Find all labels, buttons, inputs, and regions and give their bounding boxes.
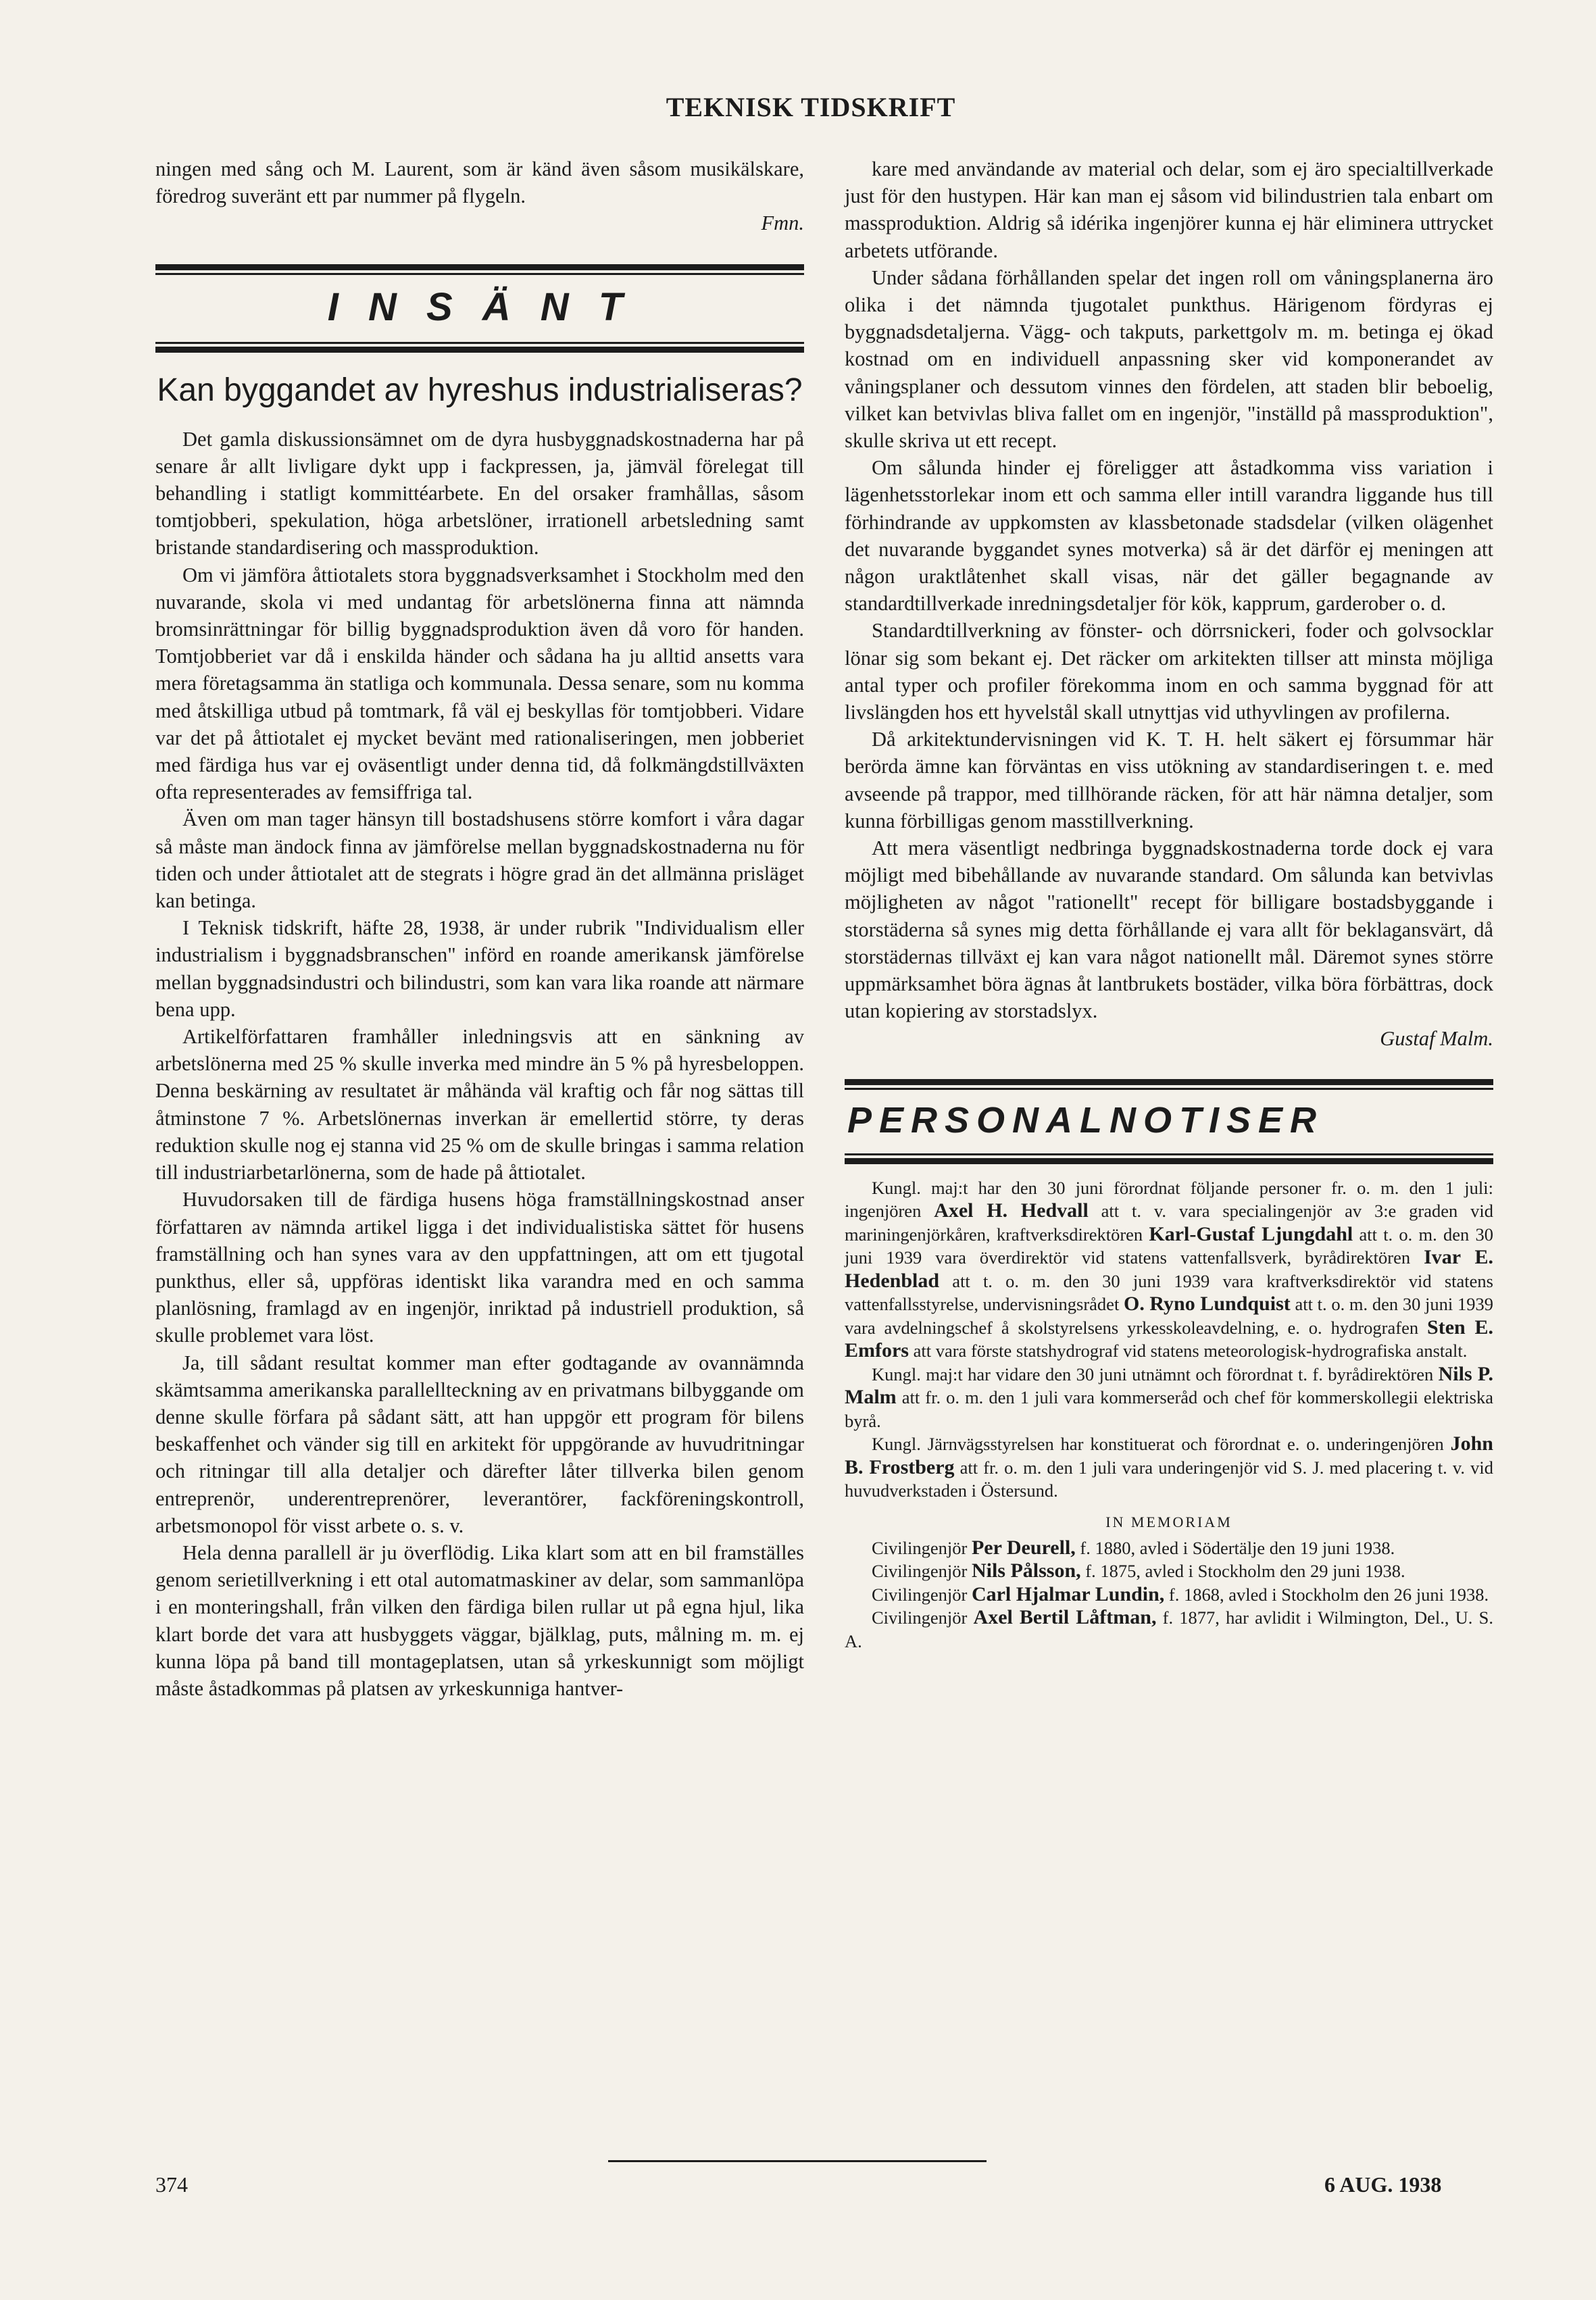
article-paragraph: Standardtillverkning av fönster- och dörrsnickeri, foder och golvsocklar lönar sig som bekant ej. Det räcker om arkitekten tillser att minsta möjliga antal typer och profiler förekomma inom en och samma byggnad för att livslängden hos ett hyvelstål skall utnyttjas vid uthyvlingen av profilerna. xyxy=(845,619,1493,724)
person-rule-bottom xyxy=(845,1158,1493,1164)
intro-paragraph: ningen med sång och M. Laurent, som är känd även såsom musikälskare, föredrog suveränt ett par nummer på flygeln. xyxy=(155,157,804,208)
masthead-title: TEKNISK TIDSKRIFT xyxy=(666,92,956,122)
article-paragraph: Även om man tager hänsyn till bostadshusens större komfort i våra dagar så måste man ändock finna av jämförelse mellan byggnadskostnaderna nu för tiden och under åttiotalet att de stegrats i högre grad än det allmänna prisläget kan betinga. xyxy=(155,807,804,913)
article-paragraph: Under sådana förhållanden spelar det ingen roll om våningsplanerna äro olika i det nämnda tjugotalet punkthus. Härigenom fördyras ej byggnadsdetaljerna. Vägg- och takputs, parkettgolv m. m. betinga ej ökad kostnad om en individuell anpassning sker vid komponerandet av våningsplaner och dessutom vinnes den fördelen, att staden blir beboelig, vilket kan betvivlas bliva fallet om en ingenjör, "inställd på massproduktion", skulle skriva ut ett recept. xyxy=(845,266,1493,453)
section-title-insant: I N S Ä N T xyxy=(327,284,632,329)
section-title-personalnotiser: PERSONALNOTISER xyxy=(847,1099,1324,1141)
article-paragraph: Om vi jämföra åttiotalets stora byggnadsverksamhet i Stockholm med den nuvarande, skola vi med undantag för arbetslönerna finna att nämnda bromsinrättningar för billig byggnadsproduktion även då voro för handen. Tomtjobberiet var då i enskilda händer och sådana ha ju alltid ansetts vara mera företagsamma än statliga och kommunala. Dessa senare, som nu komma med åtskilliga utbud på tomtmark, få väl ej beskyllas för tomtjobberi. Vidare var det på åttiotalet ej mycket bevänt med rationaliseringen, men jobberiet med färdiga hus var ej oväsentligt under denna tid, då folkmängdstillväxten ofta representerades av femsiffriga tal. xyxy=(155,563,804,804)
section-rule-top-thin xyxy=(155,273,804,275)
memoriam-item: Civilingenjör Carl Hjalmar Lundin, f. 1868, avled i Stockholm den 26 juni 1938. xyxy=(872,1582,1489,1605)
notice-item: Kungl. Järnvägsstyrelsen har konstituerat och förordnat e. o. underingenjören John B. Frostberg att fr. o. m. den 1 juli vara underingenjör vid S. J. med placering t. v. vid huvudverkstaden i Östersund. xyxy=(845,1432,1493,1501)
section-rule-top xyxy=(155,264,804,270)
article-paragraph: I Teknisk tidskrift, häfte 28, 1938, är under rubrik "Individualism eller industrialism i byggnadsbranschen" införd en roande amerikansk jämförelse mellan byggnadsindustri och bilindustri, som kan vara lika roande att närmare bena upp. xyxy=(155,916,804,1021)
page-number: 374 xyxy=(155,2172,188,2197)
article-signature: Gustaf Malm. xyxy=(1380,1026,1493,1050)
memoriam-list xyxy=(845,1536,1493,1653)
right-column xyxy=(845,155,1493,1653)
article-paragraph: kare med användande av material och delar, som ej äro specialtillverkade just för den hustypen. Här kan man ej såsom vid bilindustrien tala enbart om massproduktion. Aldrig så idérika ingenjörer kunna ej här eliminera uttrycket arbetets utförande. xyxy=(845,157,1493,262)
issue-date: 6 AUG. 1938 xyxy=(1324,2172,1442,2197)
article-paragraph: Ja, till sådant resultat kommer man efter godtagande av ovannämnda skämtsamma amerikanska parallellteckning av en privatmans bilbyggande om denne skulle förfara på sådant sätt, att han uppgör ett program för bilens beskaffenhet och vänder sig till en arkitekt för uppgörande av huvudritningar och ritningar till alla detaljer och därefter låter tillverka bilen genom entreprenör, underentreprenörer, leverantörer, fackföreningskontroll, arbetsmonopol för visst arbete o. s. v. xyxy=(155,1351,804,1537)
article-paragraph: Artikelförfattaren framhåller inledningsvis att en sänkning av arbetslönerna med 25 % skulle inverka med mindre än 5 % på hyresbeloppen. Denna beskärning av resultatet är måhända väl kraftig och får nog sättas till åtminstone 7 %. Arbetslönernas inverkan är emellertid större, ty deras reduktion skulle nog ej stanna vid 25 % om de skulle bringas i samma relation till industriarbetarlönerna, som de hade på åttiotalet. xyxy=(155,1025,804,1184)
article-paragraph: Då arkitektundervisningen vid K. T. H. helt säkert ej försummar här berörda ämne kan förväntas en viss utökning av standardiseringen t. e. med avseende på trappor, med tillhörande räcken, för att här nämna detaljer, som kunna förbilligas genom masstillverkning. xyxy=(845,728,1493,832)
footer-rule xyxy=(608,2160,987,2162)
article-paragraph: Det gamla diskussionsämnet om de dyra husbyggnadskostnaderna har på senare år allt livligare dykt upp i fackpressen, ja, jämväl förelegat till behandling i statligt kommittéarbete. En del orsaker framhållas, såsom tomtjobberi, spekulation, höga arbetslöner, irrationell arbetsledning samt bristande standardisering och massproduktion. xyxy=(155,427,804,559)
left-article-body xyxy=(155,426,804,1703)
memoriam-title: IN MEMORIAM xyxy=(1105,1513,1232,1530)
article-paragraph: Hela denna parallell är ju överflödig. Lika klart som att en bil framställes genom serietillverkning i ett otal automatmaskiner av delar, som sammanlöpa i en monteringshall, från vilken den färdiga bilen rullar ut på egna hjul, lika klart borde det vara att husbyggets väggar, bjälklag, puts, målning m. m. ej kunna löpa på band till montageplatsen, utan så yrkeskunnigt som möjligt måste åstadkommas på platsen av yrkeskunniga hantver- xyxy=(155,1541,804,1700)
notice-item: Kungl. maj:t har vidare den 30 juni utnämnt och förordnat t. f. byrådirektören Nils P. Malm att fr. o. m. den 1 juli vara kommerseråd och chef för kommerskollegii elektriska byrå. xyxy=(845,1362,1493,1431)
article-paragraph: Huvudorsaken till de färdiga husens höga framställningskostnad anser författaren av nämnda artikel ligga i det individualistiska sättet för husens framställning och han synes vara av den uppfattningen, att om ett tjugotal punkthus, eller så, uppföras identiskt lika varandra med en och samma planlösning, framlagd av en ingenjör, inriktad på industriell produktion, så skulle problemet vara löst. xyxy=(155,1188,804,1347)
article-paragraph: Att mera väsentligt nedbringa byggnadskostnaderna torde dock ej vara möjligt med bibehållande av nuvarande standard. Om sålunda kan betvivlas möjligheten av något "rationellt" recept för billigare bostadsbyggande i storstäderna så synes mig detta förhållande ej vara allt för beklagansvärt, då storstädernas tillväxt ej kan vara något nationellt mål. Däremot synes större uppmärksamhet böra ägnas åt lantbrukets bostäder, vilka böra förbättras, dock utan kopiering av storstadslyx. xyxy=(845,836,1493,1023)
article-headline: Kan byggandet av hyreshus industrialiseras? xyxy=(157,372,803,408)
person-rule-top-thin xyxy=(845,1088,1493,1090)
personal-notices xyxy=(845,1176,1493,1503)
memoriam-item: Civilingenjör Axel Bertil Låftman, f. 1877, har avlidit i Wilmington, Del., U. S. A. xyxy=(845,1606,1493,1651)
memoriam-item: Civilingenjör Per Deurell, f. 1880, avled i Södertälje den 19 juni 1938. xyxy=(872,1536,1395,1559)
right-article-body xyxy=(845,155,1493,1025)
section-rule-bottom xyxy=(155,347,804,353)
memoriam-item: Civilingenjör Nils Pålsson, f. 1875, avled i Stockholm den 29 juni 1938. xyxy=(872,1559,1405,1582)
left-column xyxy=(155,155,804,1702)
intro-signature: Fmn. xyxy=(761,211,804,235)
person-rule-top xyxy=(845,1079,1493,1085)
notice-item: Kungl. maj:t har den 30 juni förordnat följande personer fr. o. m. den 1 juli: ingenjören Axel H. Hedvall att t. v. vara specialingenjör av 3:e graden vid mariningenjörkåren, kraftverksdirektören Karl-Gustaf Ljungdahl att t. o. m. den 30 juni 1939 vara överdirektör vid statens vattenfallsverk, byrådirektören Ivar E. Hedenblad att t. o. m. den 30 juni 1939 vara kraftverksdirektör vid statens vattenfallsstyrelse, undervisningsrådet O. Ryno Lundquist att t. o. m. den 30 juni 1939 vara avdelningschef å skolstyrelsens yrkesskoleavdelning, e. o. hydrografen Sten E. Emfors att vara förste statshydrograf vid statens meteorologisk-hydrografiska anstalt. xyxy=(845,1177,1493,1362)
article-paragraph: Om sålunda hinder ej föreligger att åstadkomma viss variation i lägenhetsstorlekar inom ett och samma eller intill varandra liggande hus till förhindrande av uppkomsten av klassbetonade stadsdelar (vilken olägenhet det nuvarande byggandet synes motverka) så är det därför ej meningen att någon uraktlåtenhet skall visas, när det gäller begagnande av standardtillverkade inredningsdetaljer för kök, kapprum, garderober o. d. xyxy=(845,456,1493,616)
